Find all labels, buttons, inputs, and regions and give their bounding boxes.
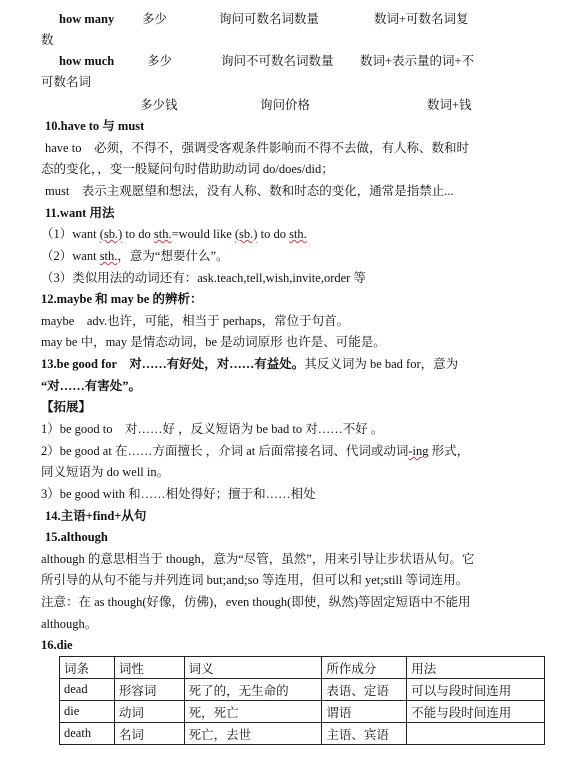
usage-price: 询问价格 (260, 98, 311, 112)
section-12-line: may be 中，may 是情态动词，be 是动词原形 也许是、可能是。 (41, 335, 386, 349)
table-cell: 死，死亡 (184, 701, 322, 723)
usage-how-many: 询问可数名词数量 (219, 12, 320, 26)
spellcheck-text: sth. (289, 227, 307, 241)
table-header-row (60, 657, 545, 679)
meaning-how-much: 多少 (147, 54, 173, 68)
extension-line (41, 443, 469, 459)
table-header-cell: 词性 (114, 657, 184, 679)
table-cell: 动词 (114, 701, 184, 723)
structure-how-many: 数词+可数名词复 (374, 12, 469, 26)
text: （2）want (41, 249, 100, 263)
section-11-line-2 (41, 248, 229, 264)
table-cell: 名词 (114, 723, 184, 745)
section-15-line: 注意：在 as though(好像，仿佛)，even though(即使，纵然)等固定短语中不能用 (41, 595, 471, 609)
text: ，意为“想要什么”。 (117, 249, 229, 263)
table-cell: die (60, 701, 115, 723)
section-10-title: 10.have to 与 must (45, 119, 145, 133)
table-row (60, 723, 545, 745)
table-cell: 形容词 (114, 679, 184, 701)
extension-line: 3）be good with 和……相处得好；擅于和……相处 (41, 487, 316, 501)
section-15-line: although 的意思相当于 though，意为“尽管，虽然”，用来引导让步状语从句。它 (41, 552, 475, 566)
table-cell: 谓语 (322, 701, 407, 723)
section-15-line: 所引导的从句不能与并列连词 but;and;so 等连用，但可以和 yet;still 等词连用。 (41, 573, 469, 587)
table-cell: 死亡，去世 (184, 723, 322, 745)
die-comparison-table (59, 656, 545, 745)
section-10-line: must 表示主观愿望和想法，没有人称、数和时态的变化，通常是指禁止... (45, 184, 454, 198)
section-13-title: 13.be good for 对……有好处，对……有益处。 (41, 357, 305, 371)
meaning-how-many: 多少 (142, 12, 168, 26)
section-10-line: 态的变化，，变一般疑问句时借助助动词 do/does/did； (41, 162, 334, 176)
section-12-title: 12.maybe 和 may be 的辨析： (41, 292, 203, 306)
table-cell: 表语、定语 (322, 679, 407, 701)
usage-how-much: 询问不可数名词数量 (221, 54, 334, 68)
spellcheck-text: (sb.) (234, 227, 258, 241)
table-row (60, 701, 545, 723)
table-header-cell: 所作成分 (322, 657, 407, 679)
spellcheck-text: -ing (408, 444, 429, 458)
text: =would like (171, 227, 235, 241)
term-how-many: how many (59, 12, 115, 26)
extension-line: 1）be good to 对……好 ，反义短语为 be bad to 对……不好 。 (41, 422, 384, 436)
table-header-cell: 用法 (407, 657, 545, 679)
spellcheck-text: sth. (153, 227, 172, 241)
text: 形式， (428, 444, 470, 458)
section-13-line-2: “对……有害处”。 (41, 379, 142, 393)
text: 其反义词为 be bad for，意为 (304, 357, 459, 371)
table-cell: death (60, 723, 115, 745)
term-how-much: how much (59, 54, 115, 68)
section-11-title: 11.want 用法 (45, 206, 115, 220)
text: to do (122, 227, 154, 241)
spellcheck-text: sth. (99, 249, 118, 263)
structure-how-many-cont: 数 (41, 33, 54, 47)
text: to do (257, 227, 290, 241)
section-15-title: 15.although (45, 530, 108, 544)
table-header-cell: 词条 (60, 657, 115, 679)
section-10-line: have to 必须，不得不，强调受客观条件影响而不得不去做，有人称、数和时 (45, 141, 469, 155)
table-cell: dead (60, 679, 115, 701)
section-16-title: 16.die (41, 638, 73, 652)
section-11-line-3: （3）类似用法的动词还有：ask.teach,tell,wish,invite,order 等 (41, 271, 366, 285)
structure-how-much-cont: 可数名词 (41, 75, 92, 89)
table-cell: 不能与段时间连用 (407, 701, 545, 723)
spellcheck-text: (sb.) (99, 227, 123, 241)
section-13-line-1 (41, 356, 458, 372)
text: （1）want (41, 227, 100, 241)
table-header-cell: 词义 (184, 657, 322, 679)
table-cell: 死了的，无生命的 (184, 679, 322, 701)
section-14-title: 14.主语+find+从句 (45, 509, 147, 523)
text: 2）be good at 在……方面擅长 ，介词 at 后面常接名词、代词或动词 (41, 444, 409, 458)
structure-how-much: 数词+表示量的词+不 (360, 54, 475, 68)
table-row (60, 679, 545, 701)
table-cell: 主语、宾语 (322, 723, 407, 745)
structure-price: 数词+钱 (427, 98, 472, 112)
table-cell: 可以与段时间连用 (407, 679, 545, 701)
extension-line: 同义短语为 do well in。 (41, 465, 170, 479)
extension-title: 【拓展】 (41, 400, 92, 414)
section-11-line-1 (41, 226, 307, 242)
meaning-how-much-price: 多少钱 (140, 98, 178, 112)
table-cell (407, 723, 545, 745)
section-15-line: although。 (41, 617, 98, 631)
section-12-line: maybe adv.也许，可能，相当于 perhaps，常位于句首。 (41, 314, 350, 328)
